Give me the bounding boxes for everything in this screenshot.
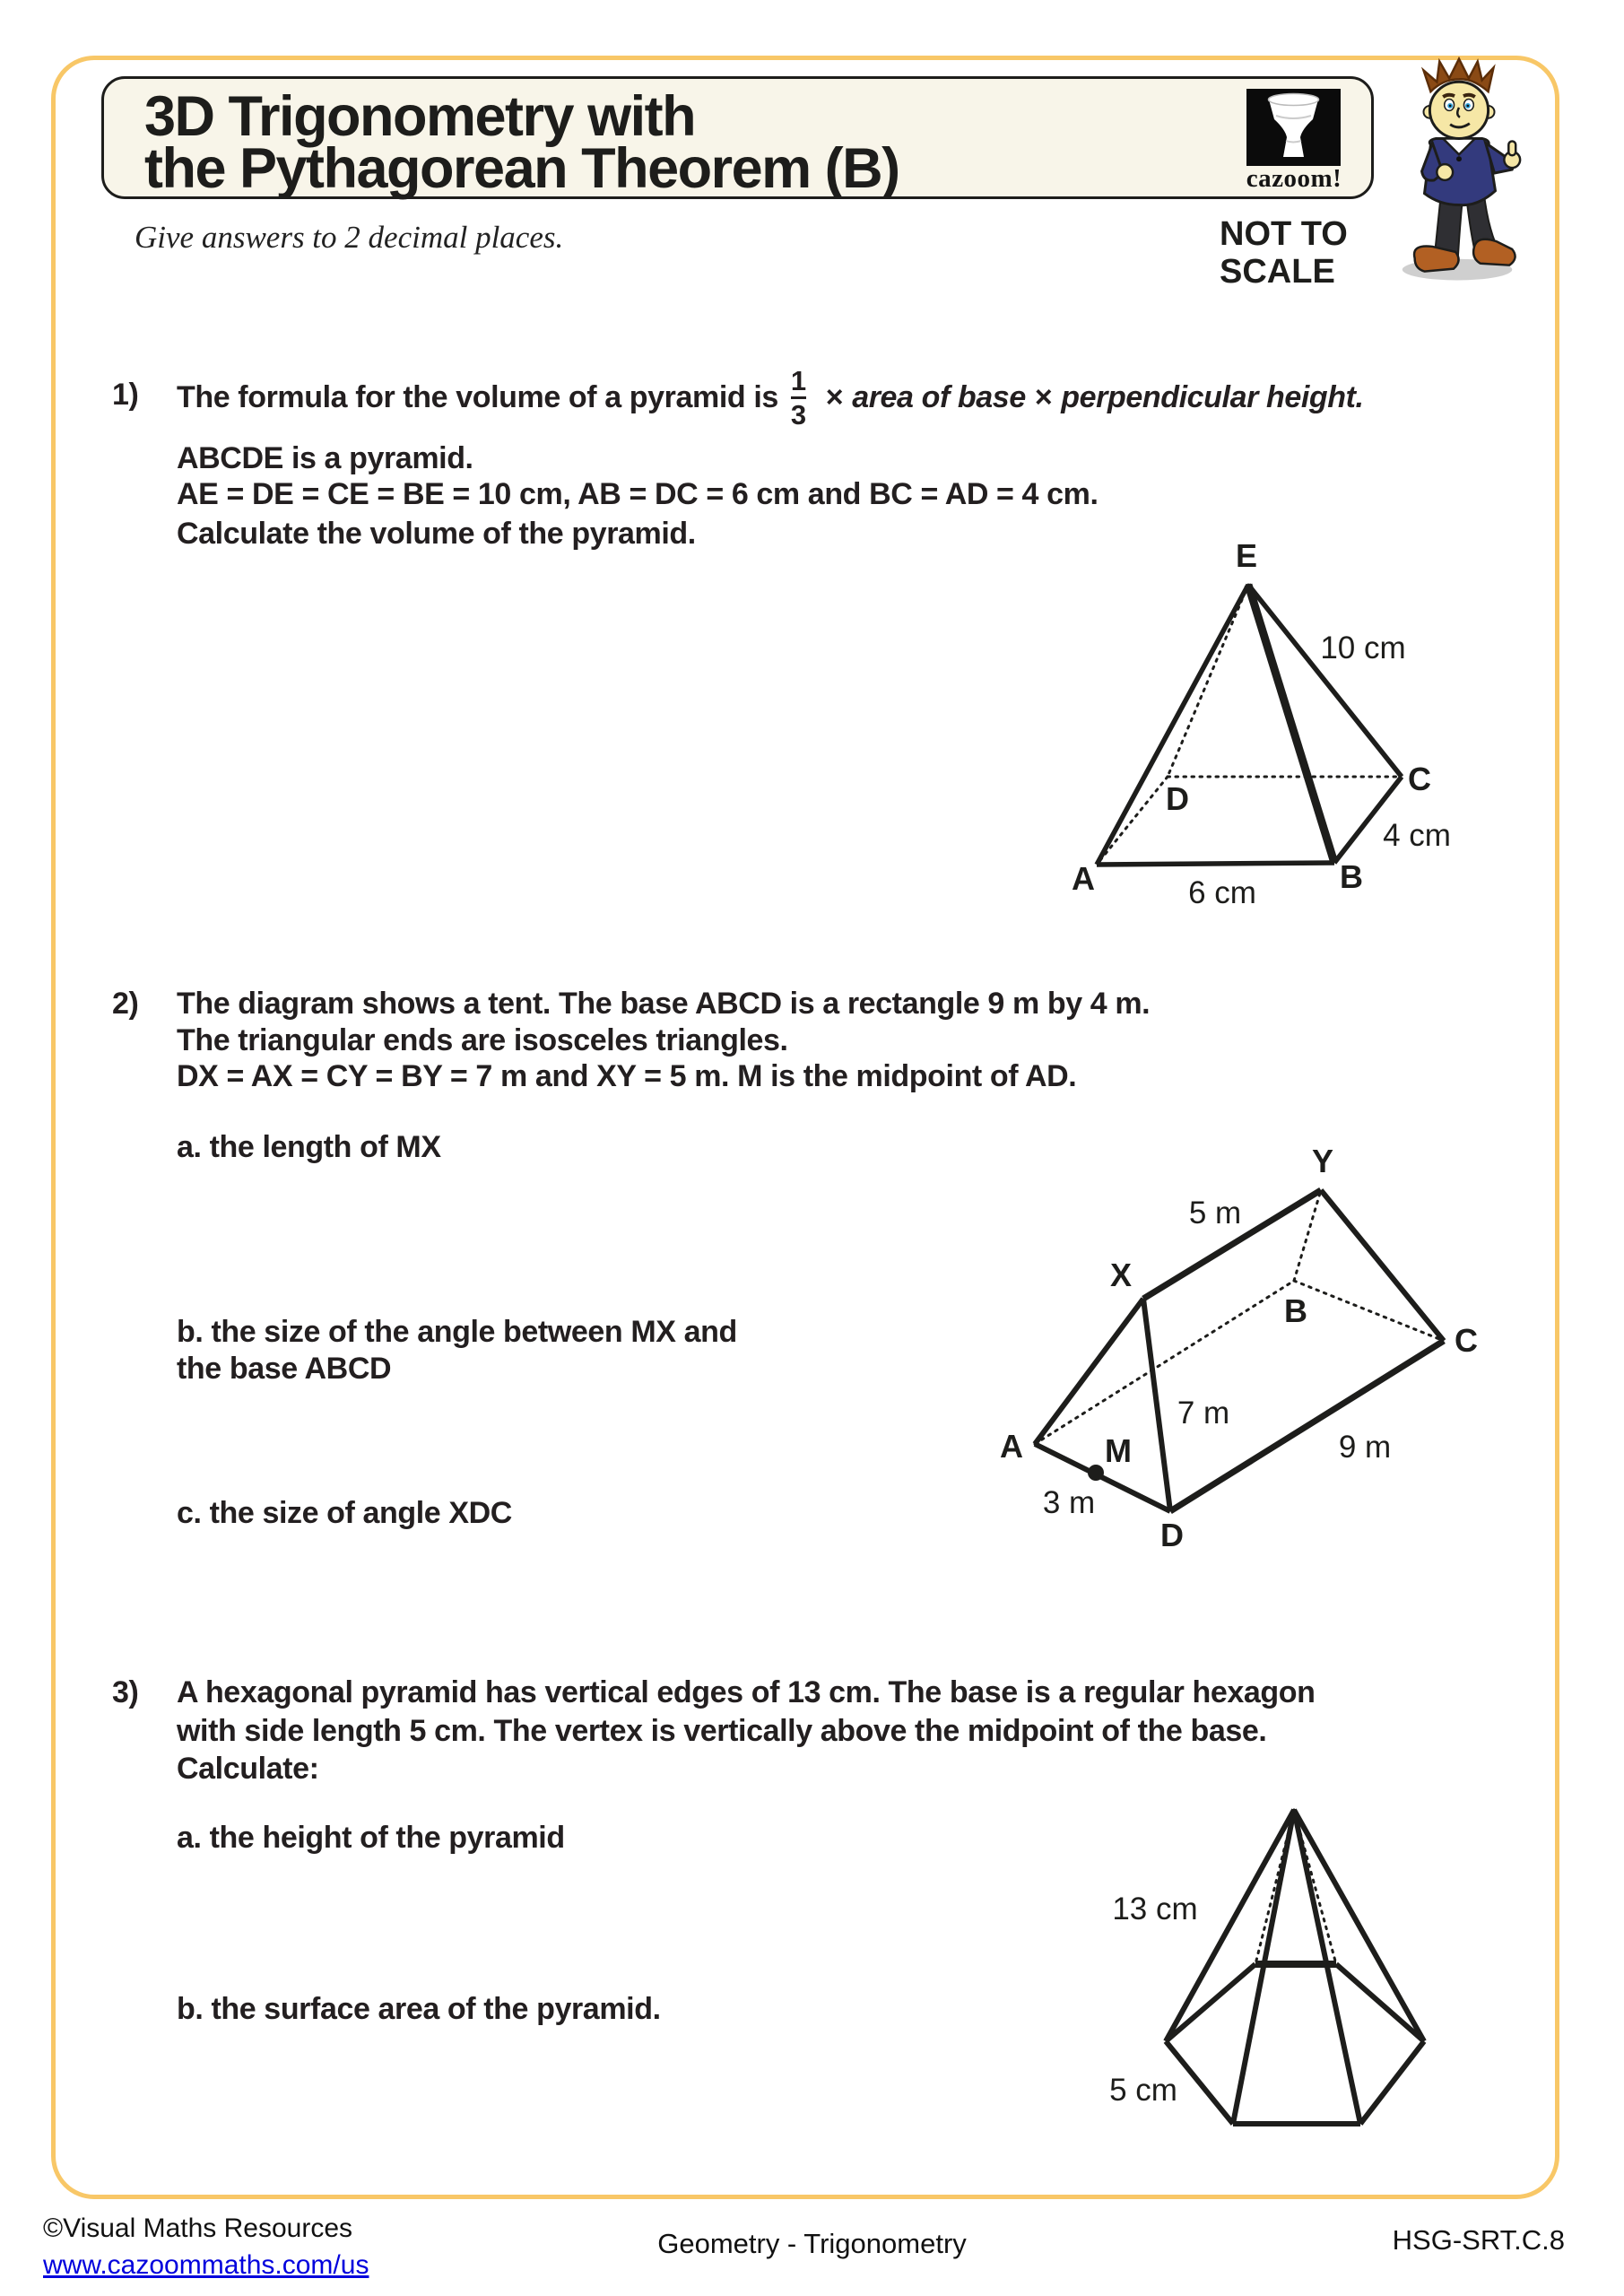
q3-hexagonal-pyramid-diagram [1049,1794,1471,2152]
not-to-scale-label: NOT TO SCALE [1220,215,1348,291]
vertex-label-D: D [1166,780,1189,817]
dim-label-AD: 3 m [1042,1485,1096,1520]
vertex-label-A: A [1000,1428,1023,1465]
q1-number: 1) [112,378,139,412]
q2-line1: The diagram shows a tent. The base ABCD is a rectangle 9 m by 4 m. [177,987,1151,1021]
page-title-line1: 3D Trigonometry with [144,85,696,148]
instruction-note: Give answers to 2 decimal places. [135,220,564,255]
q2-tent-diagram [968,1148,1507,1552]
footer-standard-code: HSG-SRT.C.8 [1392,2224,1565,2256]
cazoom-logo-text: cazoom! [1246,164,1342,193]
title-box [101,76,1374,199]
vertex-label-C: C [1455,1322,1478,1359]
midpoint-M-dot [1088,1465,1104,1481]
q2-number: 2) [112,987,139,1021]
q3-line2: with side length 5 cm. The vertex is vertically above the midpoint of the base. [177,1714,1267,1748]
dim-label-edge: 13 cm [1112,1892,1198,1926]
q1-pyramid-diagram [1031,538,1462,924]
vertex-label-B: B [1284,1292,1307,1329]
dim-label-AB: 6 cm [1188,875,1256,910]
q3-line1: A hexagonal pyramid has vertical edges of 13 cm. The base is a regular hexagon [177,1675,1316,1709]
q2-line2: The triangular ends are isosceles triangles. [177,1023,788,1057]
multiply-sign: × [1034,379,1053,414]
page-title-line2: the Pythagorean Theorem (B) [144,137,899,200]
mascot-boy-illustration [1388,56,1530,287]
q3-part-a: a. the height of the pyramid [177,1821,565,1855]
q2-part-b-line1: b. the size of the angle between MX and [177,1315,737,1349]
dim-label-BC: 4 cm [1383,818,1451,853]
vertex-label-D: D [1160,1517,1184,1552]
q1-line3: AE = DE = CE = BE = 10 cm, AB = DC = 6 cm and BC = AD = 4 cm. [177,477,1099,511]
q3-part-b: b. the surface area of the pyramid. [177,1992,661,2026]
vertex-label-A: A [1072,860,1095,897]
multiply-sign: × [825,379,844,414]
footer-topic: Geometry - Trigonometry [657,2228,967,2259]
q2-part-c: c. the size of angle XDC [177,1496,512,1530]
vertex-label-X: X [1109,1257,1133,1293]
djembe-drum-icon [1246,89,1341,166]
dim-label-DX: 7 m [1177,1396,1230,1431]
dim-label-XY: 5 m [1188,1196,1242,1231]
page-title [144,85,899,200]
one-third-fraction: $\frac{1}{3}$ [790,364,806,430]
footer-link[interactable]: www.cazoommaths.com/us [43,2250,369,2280]
vertex-label-M: M [1105,1432,1132,1469]
vertex-label-C: C [1408,761,1431,797]
q2-line3: DX = AX = CY = BY = 7 m and XY = 5 m. M is the midpoint of AD. [177,1059,1077,1093]
vertex-label-B: B [1340,858,1363,895]
dim-label-side: 5 cm [1109,2073,1177,2108]
q1-formula-line: The formula for the volume of a pyramid is $\frac{1}{3}$ × area of base × perpendicular height. [177,364,1364,430]
q1-line4: Calculate the volume of the pyramid. [177,517,696,551]
cazoom-logo-icon [1246,89,1341,166]
q1-line2: ABCDE is a pyramid. [177,441,473,475]
footer-copyright: ©Visual Maths Resources [43,2213,353,2243]
dim-label-DC: 9 m [1338,1430,1392,1465]
q2-part-b-line2: the base ABCD [177,1352,392,1386]
q2-part-a: a. the length of MX [177,1130,441,1164]
dim-label-EC: 10 cm [1320,631,1406,665]
q3-number: 3) [112,1675,139,1709]
vertex-label-E: E [1235,538,1258,574]
vertex-label-Y: Y [1311,1148,1334,1179]
q3-line3: Calculate: [177,1752,319,1786]
